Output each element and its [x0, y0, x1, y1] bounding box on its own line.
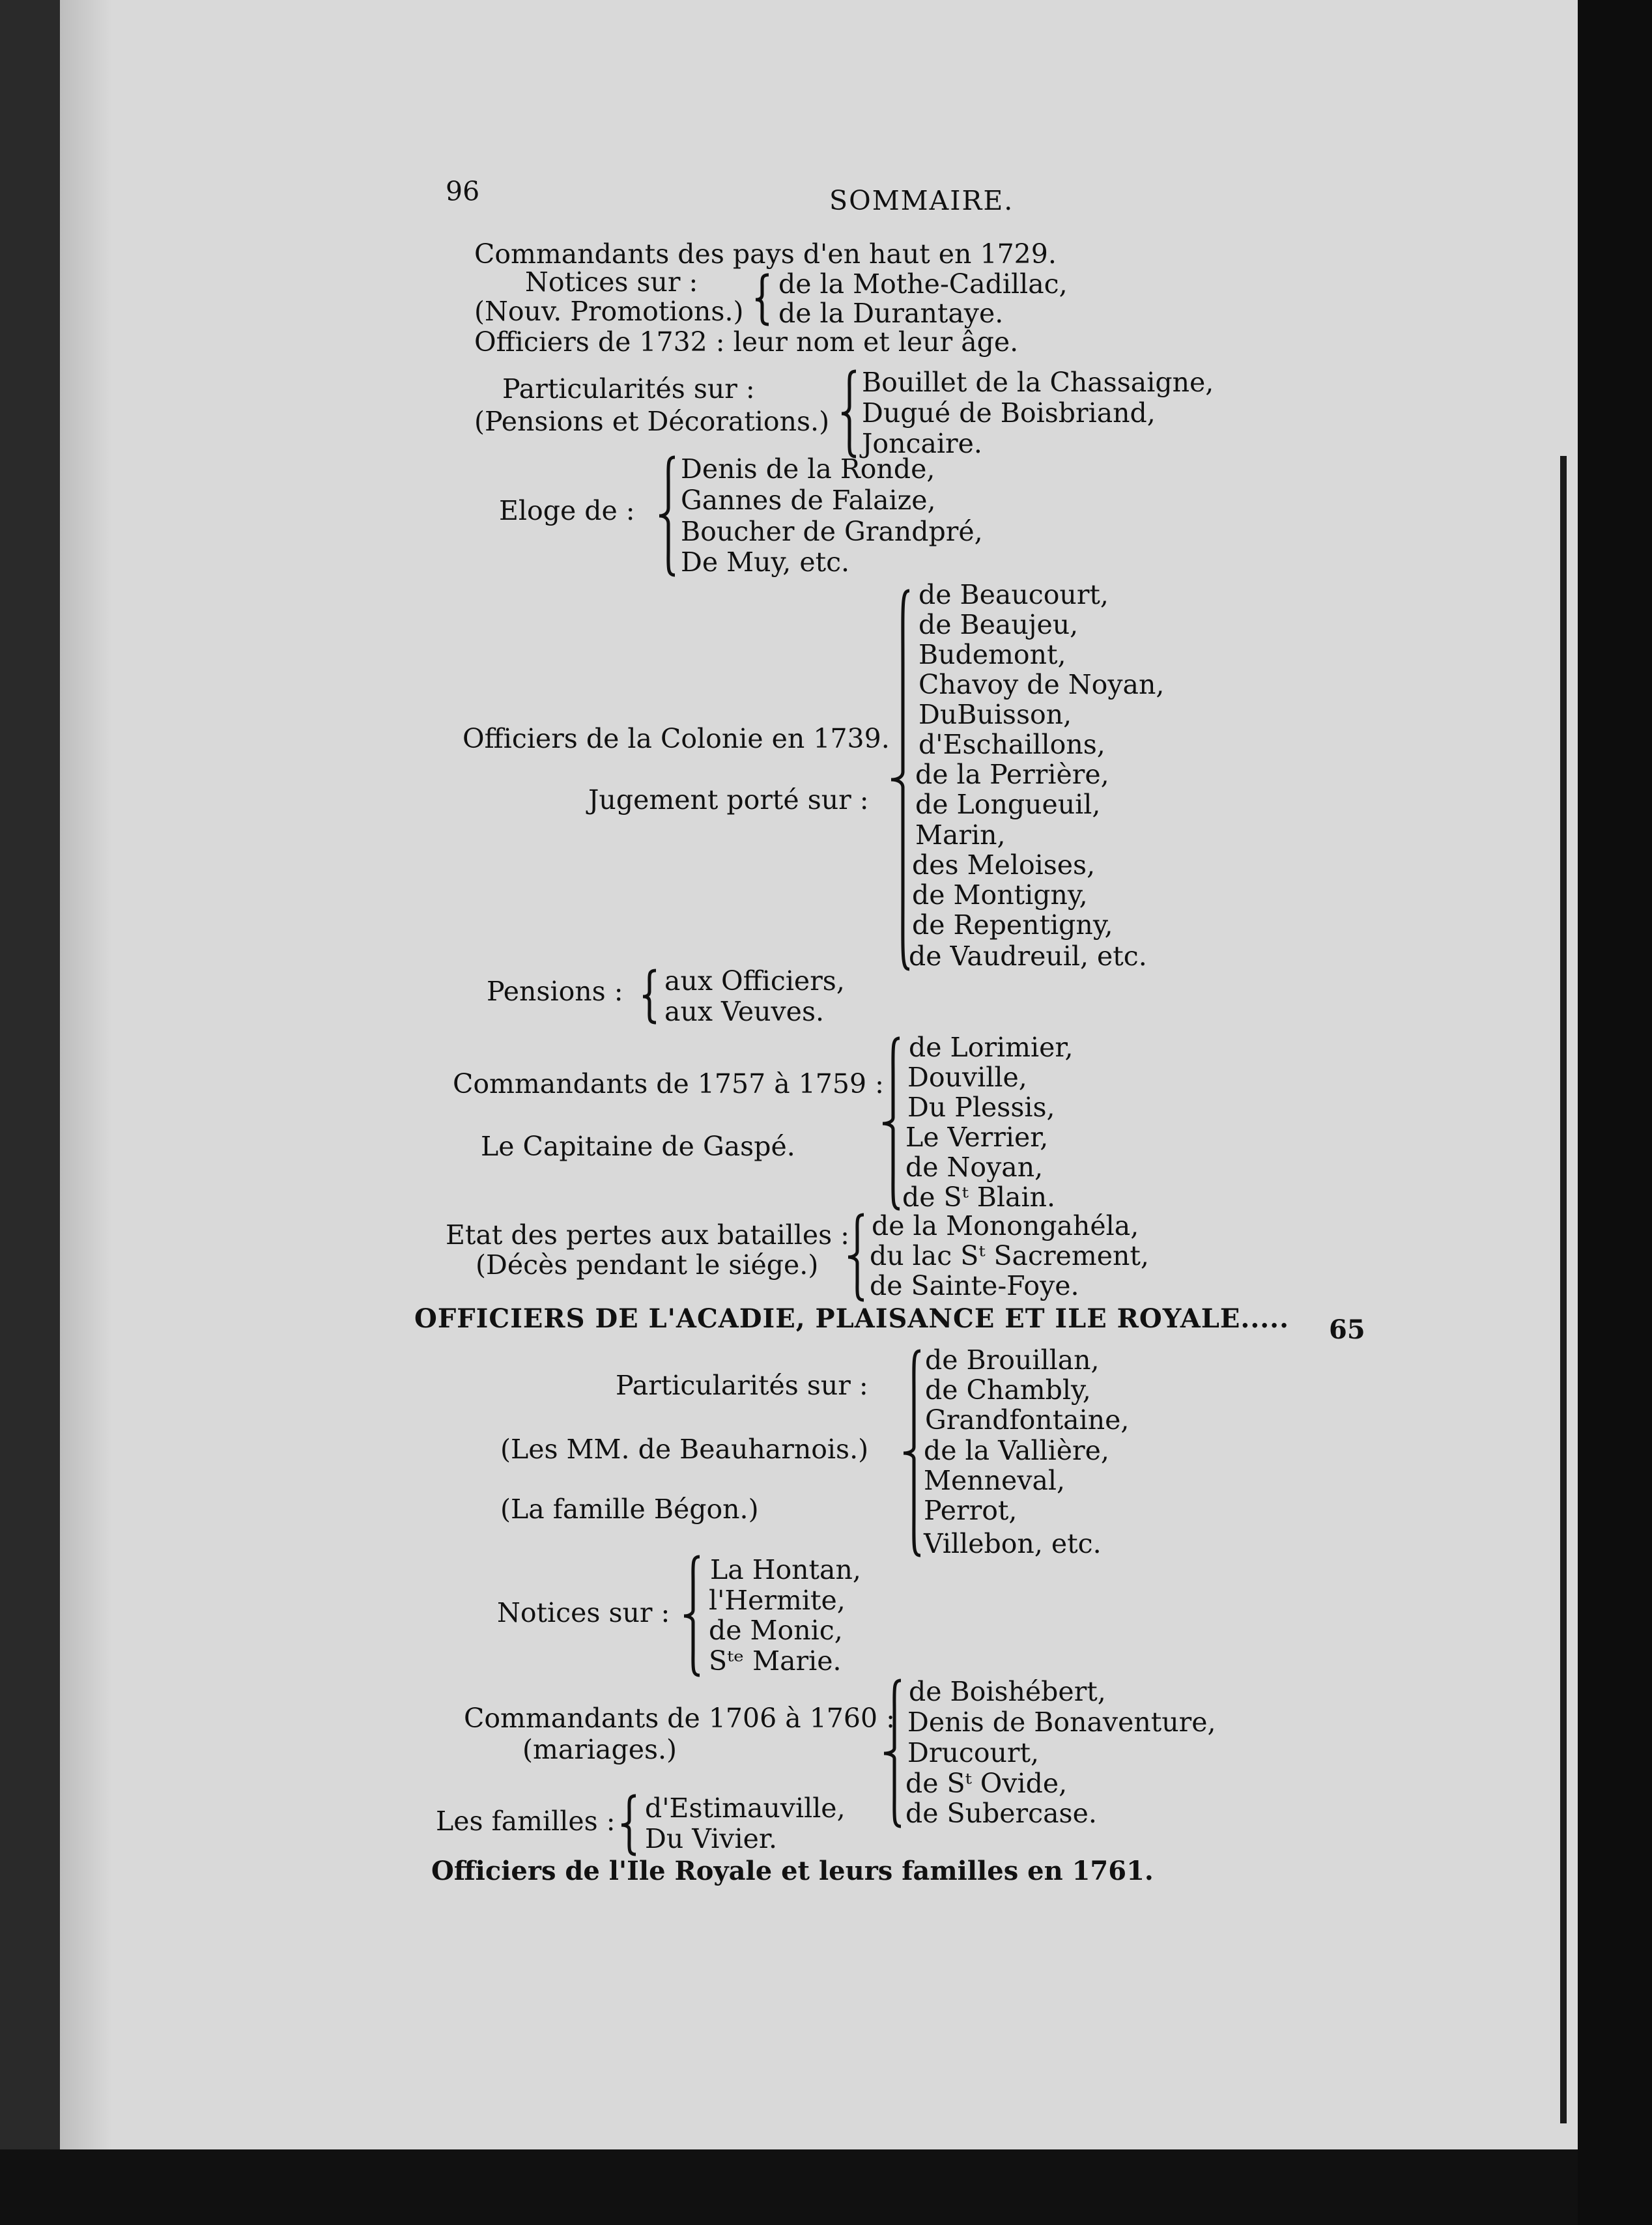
s4-item-2: de Beaujeu, — [919, 609, 1079, 640]
s10-item-4: de Sᵗ Ovide, — [905, 1768, 1068, 1799]
acadie-section-title: OFFICIERS DE L'ACADIE, PLAISANCE ET ILE ROYALE..... — [414, 1303, 1290, 1334]
s9-item-3: de Monic, — [709, 1615, 843, 1646]
s6-label2: Le Capitaine de Gaspé. — [481, 1131, 795, 1162]
scan-bottom-edge — [0, 2149, 1578, 2225]
s2-item-1: Bouillet de la Chassaigne, — [862, 367, 1214, 398]
s1-notice-item-2: de la Durantaye. — [778, 298, 1004, 329]
s6-item-3: Du Plessis, — [907, 1092, 1055, 1123]
s7-label2: (Décès pendant le siége.) — [476, 1249, 819, 1281]
s6-label1: Commandants de 1757 à 1759 : — [453, 1068, 884, 1099]
s9-item-1: La Hontan, — [710, 1554, 861, 1585]
s4-item-13: de Vaudreuil, etc. — [909, 941, 1147, 972]
s4-brace-icon — [890, 589, 912, 971]
s11-brace-icon — [620, 1794, 638, 1856]
s1-officiers-1732: Officiers de 1732 : leur nom et leur âge. — [474, 326, 1019, 358]
s4-item-1: de Beaucourt, — [919, 579, 1109, 610]
s3-item-3: Boucher de Grandpré, — [681, 516, 983, 547]
s4-item-7: de la Perrière, — [915, 759, 1109, 790]
s7-item-3: de Sainte-Foye. — [870, 1270, 1079, 1301]
s7-brace-icon — [847, 1213, 866, 1301]
s9-label: Notices sur : — [497, 1597, 670, 1628]
s10-item-3: Drucourt, — [907, 1737, 1040, 1768]
s4-item-4: Chavoy de Noyan, — [919, 669, 1165, 700]
s2-label2: (Pensions et Décorations.) — [474, 406, 830, 437]
s4-label2: Jugement porté sur : — [588, 784, 869, 815]
s9-brace-icon — [683, 1555, 702, 1677]
book-spine-line — [1560, 456, 1567, 2123]
page-number: 96 — [446, 176, 480, 207]
s4-item-9: Marin, — [915, 819, 1006, 851]
s7-item-2: du lac Sᵗ Sacrement, — [870, 1240, 1149, 1271]
s4-item-11: de Montigny, — [912, 879, 1088, 911]
s2-label1: Particularités sur : — [502, 373, 755, 404]
scan-left-edge — [0, 0, 60, 2149]
s5-item-2: aux Veuves. — [664, 996, 825, 1027]
s8-brace-icon — [902, 1350, 923, 1557]
s9-item-4: Sᵗᵉ Marie. — [709, 1645, 842, 1677]
s4-item-8: de Longueuil, — [915, 789, 1101, 820]
s10-item-1: de Boishébert, — [909, 1676, 1106, 1707]
s2-brace-icon — [840, 370, 859, 458]
s8-item-6: Perrot, — [924, 1495, 1018, 1526]
s7-item-1: de la Monongahéla, — [872, 1210, 1139, 1241]
s6-item-6: de Sᵗ Blain. — [902, 1182, 1056, 1213]
s3-brace-icon — [658, 456, 677, 576]
s3-item-1: Denis de la Ronde, — [681, 453, 935, 485]
s4-item-12: de Repentigny, — [912, 909, 1113, 941]
s7-label1: Etat des pertes aux batailles : — [446, 1219, 849, 1251]
s8-item-1: de Brouillan, — [925, 1344, 1100, 1376]
s1-brace-icon — [754, 274, 771, 326]
s6-item-5: de Noyan, — [905, 1152, 1044, 1183]
s10-label2: (mariages.) — [522, 1734, 677, 1765]
s2-item-2: Dugué de Boisbriand, — [862, 397, 1156, 429]
scan-right-edge — [1578, 0, 1652, 2225]
s8-label3: (La famille Bégon.) — [500, 1494, 759, 1525]
s10-label1: Commandants de 1706 à 1760 : — [464, 1703, 895, 1734]
s10-item-2: Denis de Bonaventure, — [907, 1707, 1216, 1738]
s8-item-3: Grandfontaine, — [925, 1404, 1130, 1436]
page-title: SOMMAIRE. — [829, 185, 1014, 216]
s2-item-3: Joncaire. — [862, 428, 982, 459]
s10-brace-icon — [883, 1679, 904, 1828]
s4-label1: Officiers de la Colonie en 1739. — [463, 723, 890, 754]
s1-promotions-label: (Nouv. Promotions.) — [474, 296, 744, 327]
s1-notice-item-1: de la Mothe-Cadillac, — [778, 268, 1068, 300]
s4-item-5: DuBuisson, — [919, 699, 1072, 730]
s5-item-1: aux Officiers, — [664, 965, 845, 997]
s8-item-7: Villebon, etc. — [924, 1528, 1102, 1559]
s1-notices-label: Notices sur : — [525, 266, 698, 298]
s3-label: Eloge de : — [499, 495, 635, 526]
s11-item-2: Du Vivier. — [645, 1823, 777, 1854]
s11-label: Les familles : — [436, 1806, 616, 1837]
s6-item-1: de Lorimier, — [909, 1032, 1074, 1063]
s8-item-5: Menneval, — [924, 1465, 1066, 1496]
s3-item-4: De Muy, etc. — [681, 546, 850, 578]
s8-label1: Particularités sur : — [616, 1370, 868, 1401]
s6-item-4: Le Verrier, — [905, 1122, 1049, 1153]
s5-label: Pensions : — [487, 976, 623, 1007]
s8-label2: (Les MM. de Beauharnois.) — [500, 1434, 869, 1465]
s8-item-4: de la Vallière, — [924, 1435, 1109, 1466]
s3-item-2: Gannes de Falaize, — [681, 485, 936, 516]
s4-item-10: des Meloises, — [912, 849, 1096, 881]
s4-item-6: d'Eschaillons, — [919, 729, 1105, 760]
s11-item-1: d'Estimauville, — [645, 1793, 846, 1824]
s5-brace-icon — [642, 969, 659, 1024]
s9-item-2: l'Hermite, — [709, 1585, 846, 1616]
page-gutter-shadow — [60, 0, 112, 2149]
footer-line: Officiers de l'Ile Royale et leurs familles en 1761. — [431, 1856, 1154, 1886]
s10-item-5: de Subercase. — [905, 1798, 1097, 1829]
acadie-page-number: 65 — [1329, 1314, 1365, 1345]
s6-brace-icon — [881, 1037, 902, 1210]
s4-item-3: Budemont, — [919, 639, 1066, 670]
s1-line1: Commandants des pays d'en haut en 1729. — [474, 238, 1057, 270]
s6-item-2: Douville, — [907, 1062, 1027, 1093]
s8-item-2: de Chambly, — [925, 1374, 1091, 1406]
